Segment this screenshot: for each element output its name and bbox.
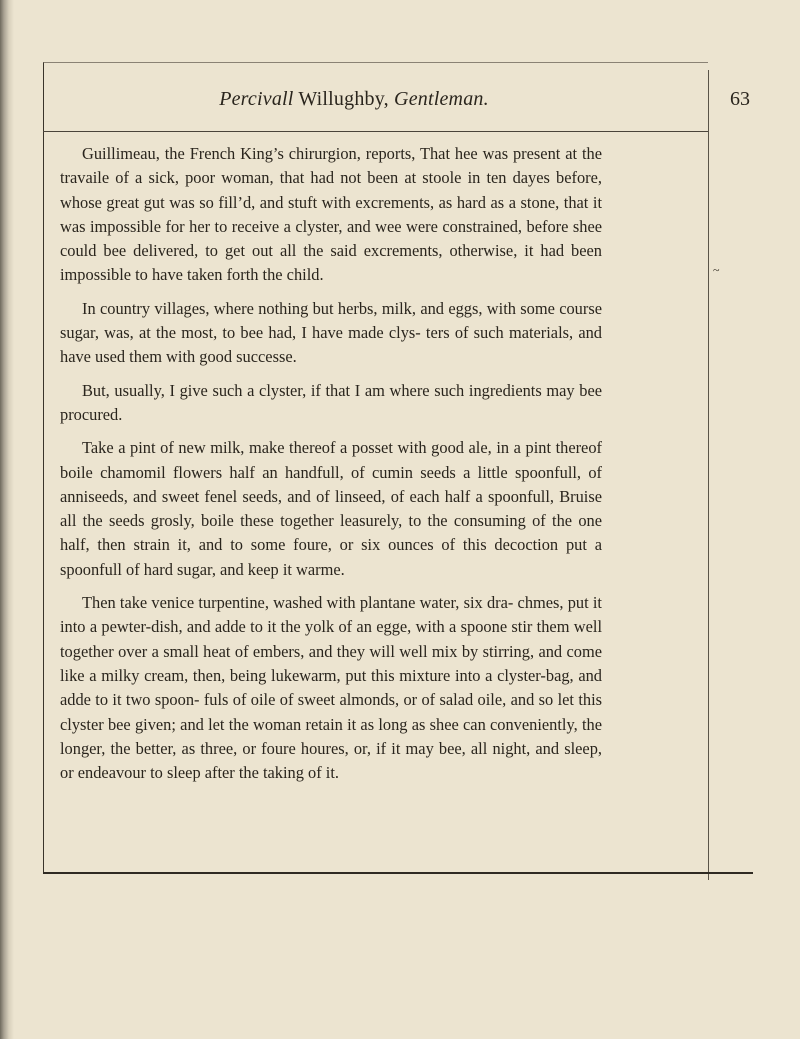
book-binding-shadow <box>0 0 14 1039</box>
page-number: 63 <box>730 88 750 110</box>
running-title-name: Percivall <box>219 88 294 110</box>
paragraph: Guillimeau, the French King’s chirurgion, reports, That hee was present at the travaile of a sick, poor woman, that had not been at stoole in ten dayes before, whose great gut was so fill’d, and stuft with excrements, as hard as a stone, that it was impossible for her to receive a clyster, and wee were constrained, before shee could bee delivered, to get out all the said excrements, otherwise, it had been impossible to have taken forth the child. <box>60 144 602 285</box>
bottom-rule <box>43 872 753 874</box>
running-title-surname: Willughby, <box>298 88 389 110</box>
paragraph: Then take venice turpentine, washed with plantane water, six dra- chmes, put it into a pewter-dish, and adde to it the yolk of an egge, with a spoone stir them well together over a small heat of embers, and they will well mix by stirring, and come like a milky cream, then, being lukewarm, put this mixture into a clyster-bag, and adde to it two spoon- fuls of oile of sweet almonds, or of salad oile, and so let this clyster bee given; and let the woman retain it as long as shee can conveniently, the longer, the better, as three, or foure houres, or, if it may bee, all night, and sleep, or endeavour to sleep after the taking of it. <box>60 593 602 783</box>
margin-rule <box>708 70 709 880</box>
paragraph: But, usually, I give such a clyster, if that I am where such ingredients may bee procured. <box>60 380 602 424</box>
margin-mark: ~ <box>713 263 720 277</box>
running-title-rank: Gentleman. <box>394 88 489 110</box>
page-header <box>43 88 755 118</box>
running-title <box>43 88 665 111</box>
paragraph: In country villages, where nothing but herbs, milk, and eggs, with some course sugar, was, at the most, to bee had, I have made clys- ters of such materials, and have used them with good successe. <box>60 298 602 367</box>
paragraph: Take a pint of new milk, make thereof a posset with good ale, in a pint thereof boile chamomil flowers half an handfull, of cumin seeds a little spoonfull, of anniseeds, and sweet fenel seeds, and of linseed, of each half a spoonfull, Bruise all the seeds grosly, boile these together leasurely, to the consuming of the one half, then strain it, and to some foure, or six ounces of this decoction put a spoonfull of hard sugar, and keep it warme. <box>60 438 602 579</box>
body-text <box>60 142 602 794</box>
header-rule <box>43 131 708 132</box>
